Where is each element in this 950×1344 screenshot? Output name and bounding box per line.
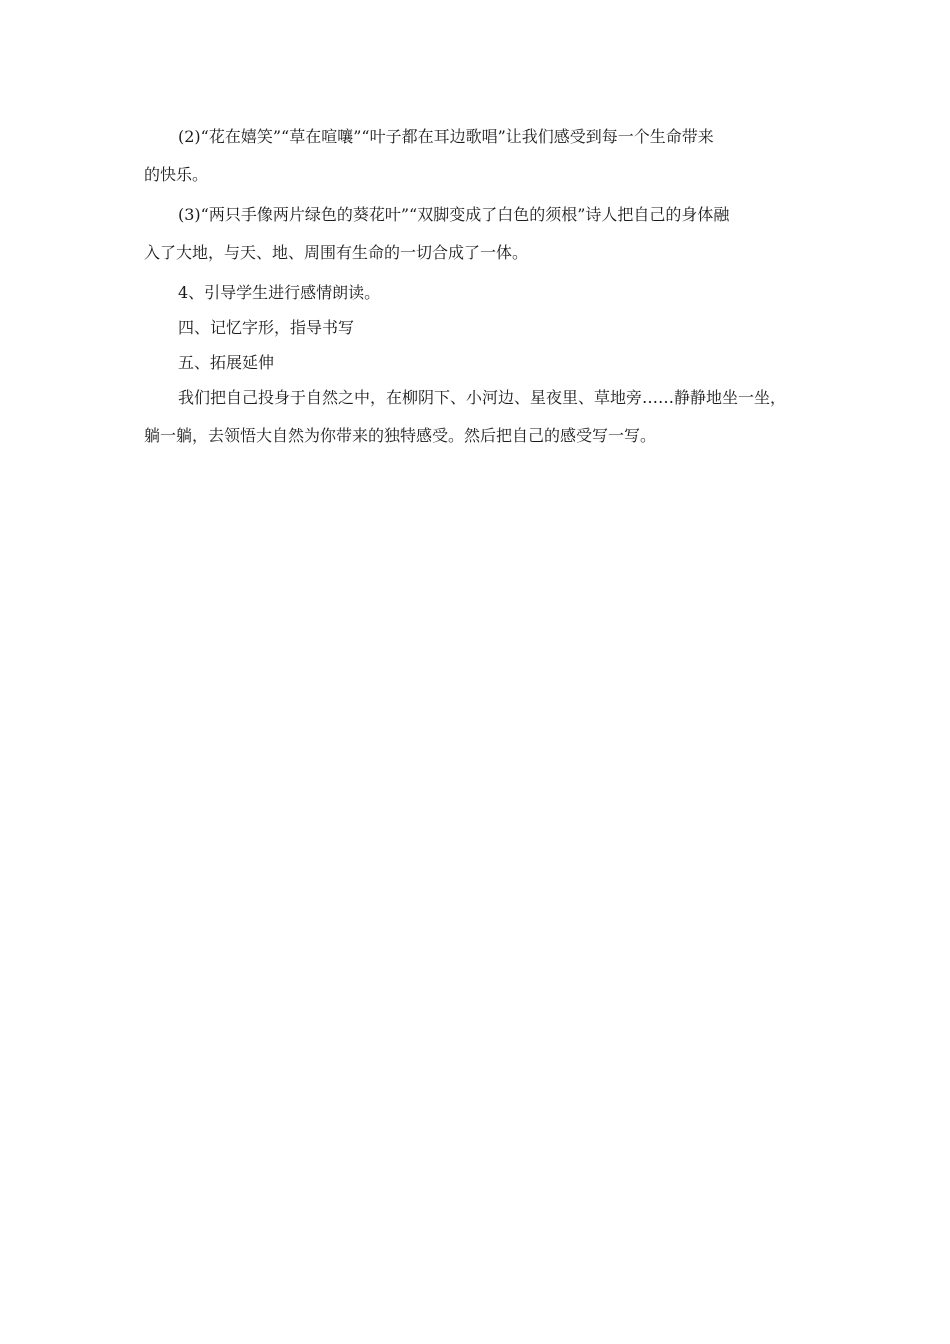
section-heading-5	[144, 344, 809, 382]
paragraph-line: 4、引导学生进行感情朗读。	[178, 283, 381, 302]
paragraph-line: (3)“两只手像两片绿色的葵花叶”“双脚变成了白色的须根”诗人把自己的身体融	[178, 205, 730, 224]
paragraph-line: 我们把自己投身于自然之中，在柳阴下、小河边、星夜里、草地旁……静静地坐一坐，	[178, 388, 787, 407]
section-heading-4	[144, 309, 809, 347]
paragraph-point-3	[144, 196, 809, 272]
extension-paragraph	[144, 379, 809, 455]
step-4-text	[144, 274, 809, 312]
section-heading-text: 四、记忆字形，指导书写	[178, 318, 355, 337]
paragraph-point-2	[144, 118, 809, 194]
paragraph-line: 入了大地，与天、地、周围有生命的一切合成了一体。	[144, 243, 529, 262]
paragraph-line: 的快乐。	[144, 165, 209, 184]
section-heading-text: 五、拓展延伸	[178, 353, 275, 372]
paragraph-line: (2)“花在嬉笑”“草在喧嚷”“叶子都在耳边歌唱”让我们感受到每一个生命带来	[178, 127, 714, 146]
paragraph-line: 躺一躺，去领悟大自然为你带来的独特感受。然后把自己的感受写一写。	[144, 426, 657, 445]
